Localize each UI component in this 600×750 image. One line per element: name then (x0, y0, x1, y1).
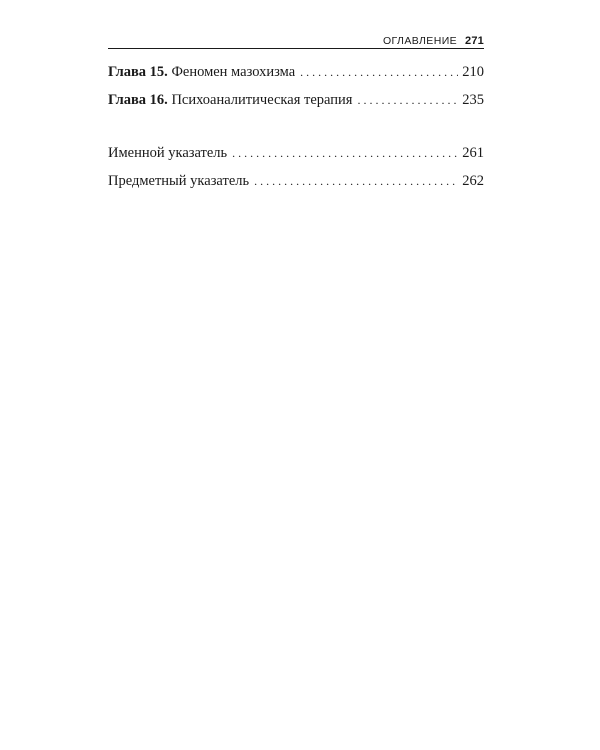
toc-entry-name-index (108, 143, 484, 163)
toc-entry-chapter-16 (108, 90, 484, 110)
toc-entry-page: 261 (462, 145, 484, 161)
running-header-page-number: 271 (465, 35, 484, 47)
dot-leader (232, 143, 458, 163)
dot-leader (254, 171, 458, 191)
toc-entry-label (108, 62, 295, 82)
dot-leader (300, 62, 458, 82)
toc-entry-page: 262 (462, 173, 484, 189)
dot-leader (357, 90, 458, 110)
toc-entry-page: 210 (462, 64, 484, 80)
toc-entry-label (108, 171, 249, 191)
toc-entry-title: Предметный указатель (108, 173, 250, 189)
toc-entry-chapter-prefix: Глава 15. (108, 64, 168, 80)
toc-entry-title: Психоаналитическая терапия (171, 92, 353, 108)
toc-entry-title: Феномен мазохизма (171, 64, 296, 80)
toc-entry-chapter-15 (108, 62, 484, 82)
toc-entry-chapter-prefix: Глава 16. (108, 92, 168, 108)
toc-entry-label (108, 143, 227, 163)
running-header-title: ОГЛАВЛЕНИЕ (382, 35, 458, 47)
toc-entry-label (108, 90, 352, 110)
toc-entry-subject-index (108, 171, 484, 191)
toc-entry-title: Именной указатель (108, 145, 228, 161)
toc-entry-page: 235 (462, 92, 484, 108)
running-header (108, 34, 484, 48)
header-rule (108, 48, 484, 49)
